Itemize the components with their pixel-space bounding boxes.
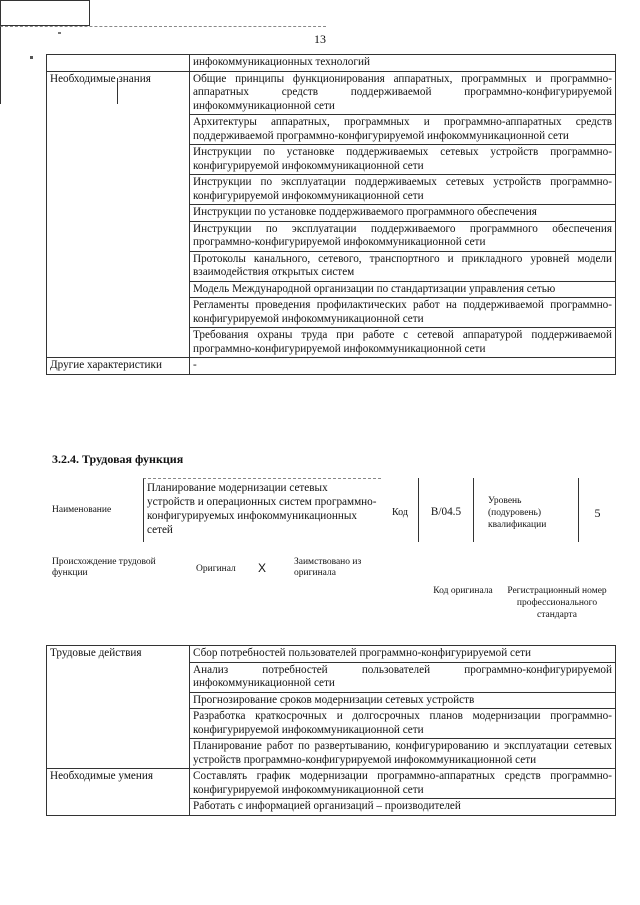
table-row (47, 769, 616, 799)
qualification-level-value: 5 (578, 478, 616, 542)
row-label: Трудовые действия (47, 646, 190, 769)
table-row (47, 71, 616, 115)
scan-mark (30, 56, 33, 59)
row-item: Разработка краткосрочных и долгосрочных планов модернизации программно-конфигурируемой инфокоммуникационной сети (190, 709, 616, 739)
origin-check-mark: X (258, 561, 267, 575)
row-item: Модель Международной организации по стандартизации управления сетью (190, 281, 616, 298)
table-row (47, 646, 616, 663)
row-item: Составлять график модернизации программно-аппаратных средств программно-конфигурируемой инфокоммуникационной сети (190, 769, 616, 799)
row-item: Инструкции по установке поддерживаемого программного обеспечения (190, 205, 616, 222)
row-item: Инструкции по эксплуатации поддерживаемых сетевых устройств программно-конфигурируемой инфокоммуникационной сети (190, 175, 616, 205)
row-item: Протоколы канального, сетевого, транспортного и прикладного уровней модели взаимодействия открытых систем (190, 251, 616, 281)
qualification-level-label: Уровень (подуровень) квалификации (488, 496, 547, 530)
page-number: 13 (314, 32, 326, 46)
section-heading: 3.2.4. Трудовая функция (52, 452, 184, 466)
origin-code-caption: Код оригинала (433, 586, 493, 596)
origin-option-box (0, 0, 90, 26)
knowledge-table (46, 54, 616, 375)
code-label: Код (392, 507, 408, 518)
row-item: Архитектуры аппаратных, программных и программно-аппаратных средств поддерживаемой программно-конфигурируемой инфокоммуникационной сети (190, 115, 616, 145)
reg-number-caption: Регистрационный номер профессионального стандарта (507, 586, 607, 620)
row-label: Другие характеристики (47, 358, 190, 375)
row-item: Планирование работ по развертыванию, конфигурированию и эксплуатации сетевых устройств программно-конфигурируемой инфокоммуникационной сети (190, 739, 616, 769)
function-origin-label: Происхождение трудовой функции (52, 557, 156, 578)
row-item: Регламенты проведения профилактических работ на поддерживаемой программно-конфигурируемой инфокоммуникационной сети (190, 298, 616, 328)
table-row (47, 55, 616, 72)
function-name-label: Наименование (52, 505, 112, 515)
row-item: Анализ потребностей пользователей программно-конфигурируемой инфокоммуникационной сети (190, 662, 616, 692)
function-name-value: Планирование модернизации сетевых устройств и операционных систем программно-конфигурируемых инфокоммуникационных сетей (143, 478, 381, 542)
row-item: Инструкции по эксплуатации поддерживаемого программного обеспечения программно-конфигурируемой инфокоммуникационной сети (190, 221, 616, 251)
code-value: B/04.5 (418, 478, 474, 542)
row-item: Общие принципы функционирования аппаратных, программных и программно-аппаратных средств поддерживаемой программно-конфигурируемой инфокоммуникационной сети (190, 71, 616, 115)
row-item: Инструкции по установке поддерживаемых сетевых устройств программно-конфигурируемой инфокоммуникационной сети (190, 145, 616, 175)
origin-option-label: Оригинал (196, 564, 236, 574)
row-label: Необходимые умения (47, 769, 190, 816)
row-label (47, 55, 190, 72)
row-item: инфокоммуникационных технологий (190, 55, 616, 72)
borrowed-option-label: Заимствовано из оригинала (294, 557, 362, 578)
row-item: - (190, 358, 616, 375)
table-row (47, 358, 616, 375)
actions-table (46, 645, 616, 816)
row-item: Требования охраны труда при работе с сетевой аппаратурой поддерживаемой программно-конфигурируемой инфокоммуникационной сети (190, 328, 616, 358)
row-label: Необходимые знания (47, 71, 190, 358)
row-item: Сбор потребностей пользователей программно-конфигурируемой сети (190, 646, 616, 663)
row-item: Работать с информацией организаций – производителей (190, 799, 616, 816)
row-item: Прогнозирование сроков модернизации сетевых устройств (190, 692, 616, 709)
